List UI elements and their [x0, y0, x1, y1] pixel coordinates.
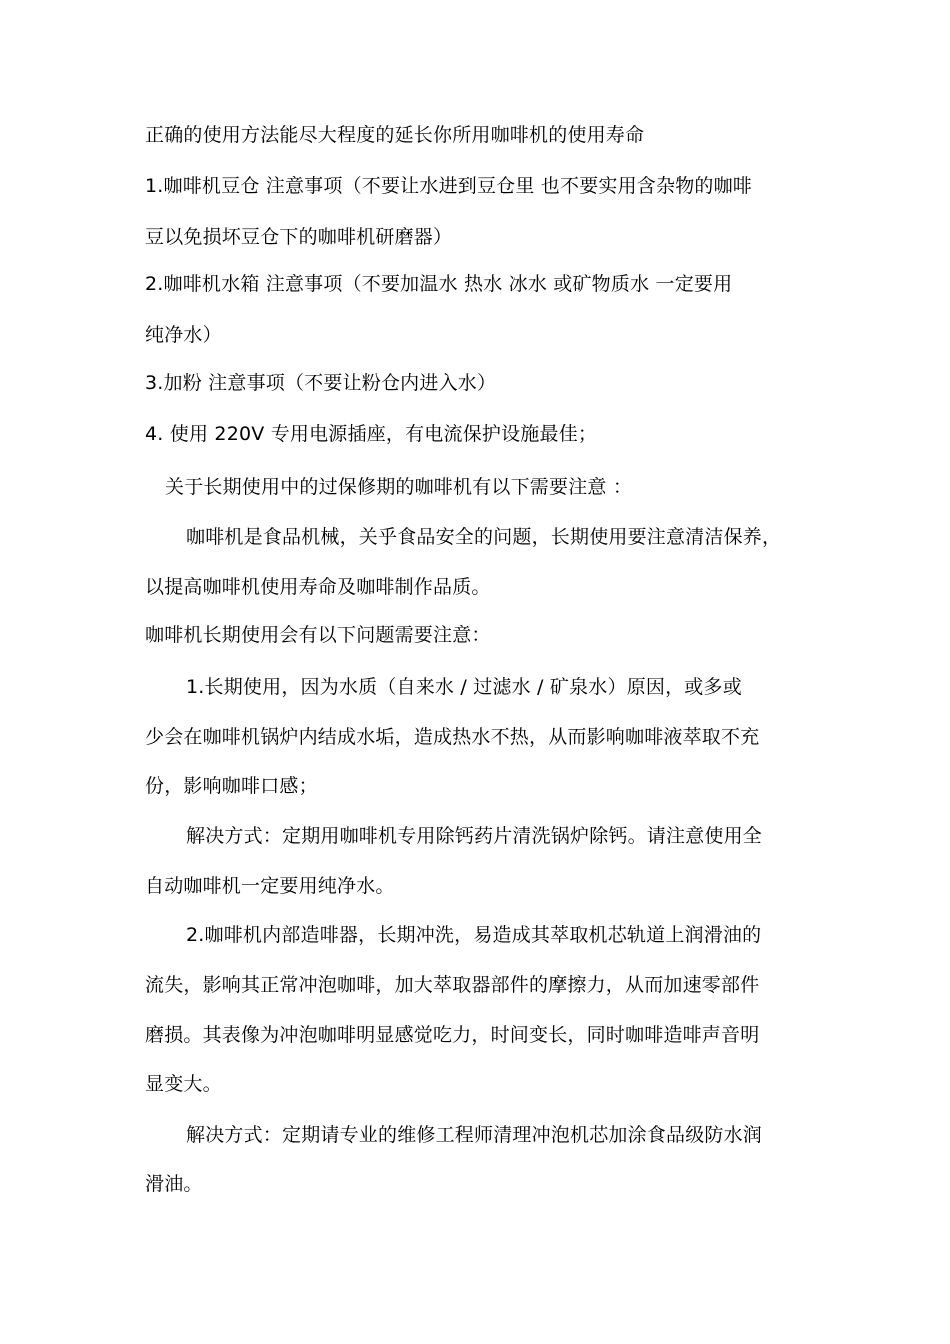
item-1-line-2: 豆以免损坏豆仓下的咖啡机研磨器） [145, 226, 453, 248]
issue-2-line-2: 流失，影响其正常冲泡咖啡，加大萃取器部件的摩擦力，从而加速零部件 [145, 974, 760, 996]
solution-1-line-2: 自动咖啡机一定要用纯净水。 [145, 875, 395, 897]
item-2-line-2: 纯净水） [145, 324, 222, 346]
paragraph-2: 咖啡机长期使用会有以下问题需要注意： [145, 624, 491, 646]
issue-2-line-1: 2.咖啡机内部造啡器，长期冲洗，易造成其萃取机芯轨道上润滑油的 [186, 924, 762, 946]
issue-1-line-1: 1.长期使用，因为水质（自来水 / 过滤水 / 矿泉水）原因，或多或 [186, 676, 742, 698]
issue-2-line-3: 磨损。其表像为冲泡咖啡明显感觉吃力，时间变长，同时咖啡造啡声音明 [145, 1024, 760, 1046]
item-4: 4. 使用 220V 专用电源插座，有电流保护设施最佳； [145, 423, 598, 445]
issue-1-line-3: 份，影响咖啡口感； [145, 775, 318, 797]
item-2-line-1: 2.咖啡机水箱 注意事项（不要加温水 热水 冰水 或矿物质水 一定要用 [145, 273, 733, 295]
item-3: 3.加粉 注意事项（不要让粉仓内进入水） [145, 372, 497, 394]
item-1-line-1: 1.咖啡机豆仓 注意事项（不要让水进到豆仓里 也不要实用含杂物的咖啡 [145, 175, 753, 197]
section-heading: 关于长期使用中的过保修期的咖啡机有以下需要注意 ： [165, 476, 633, 498]
solution-1-line-1: 解决方式：定期用咖啡机专用除钙药片清洗锅炉除钙。请注意使用全 [186, 825, 763, 847]
solution-2-line-1: 解决方式：定期请专业的维修工程师清理冲泡机芯加涂食品级防水润 [186, 1124, 763, 1146]
paragraph-1-line-2: 以提高咖啡机使用寿命及咖啡制作品质。 [145, 576, 491, 598]
solution-2-line-2: 滑油。 [145, 1173, 203, 1195]
issue-1-line-2: 少会在咖啡机锅炉内结成水垢，造成热水不热，从而影响咖啡液萃取不充 [145, 726, 760, 748]
intro-text: 正确的使用方法能尽大程度的延长你所用咖啡机的使用寿命 [145, 124, 645, 146]
paragraph-1-line-1: 咖啡机是食品机械，关乎食品安全的问题，长期使用要注意清洁保养， [186, 526, 782, 548]
issue-2-line-4: 显变大。 [145, 1073, 222, 1095]
